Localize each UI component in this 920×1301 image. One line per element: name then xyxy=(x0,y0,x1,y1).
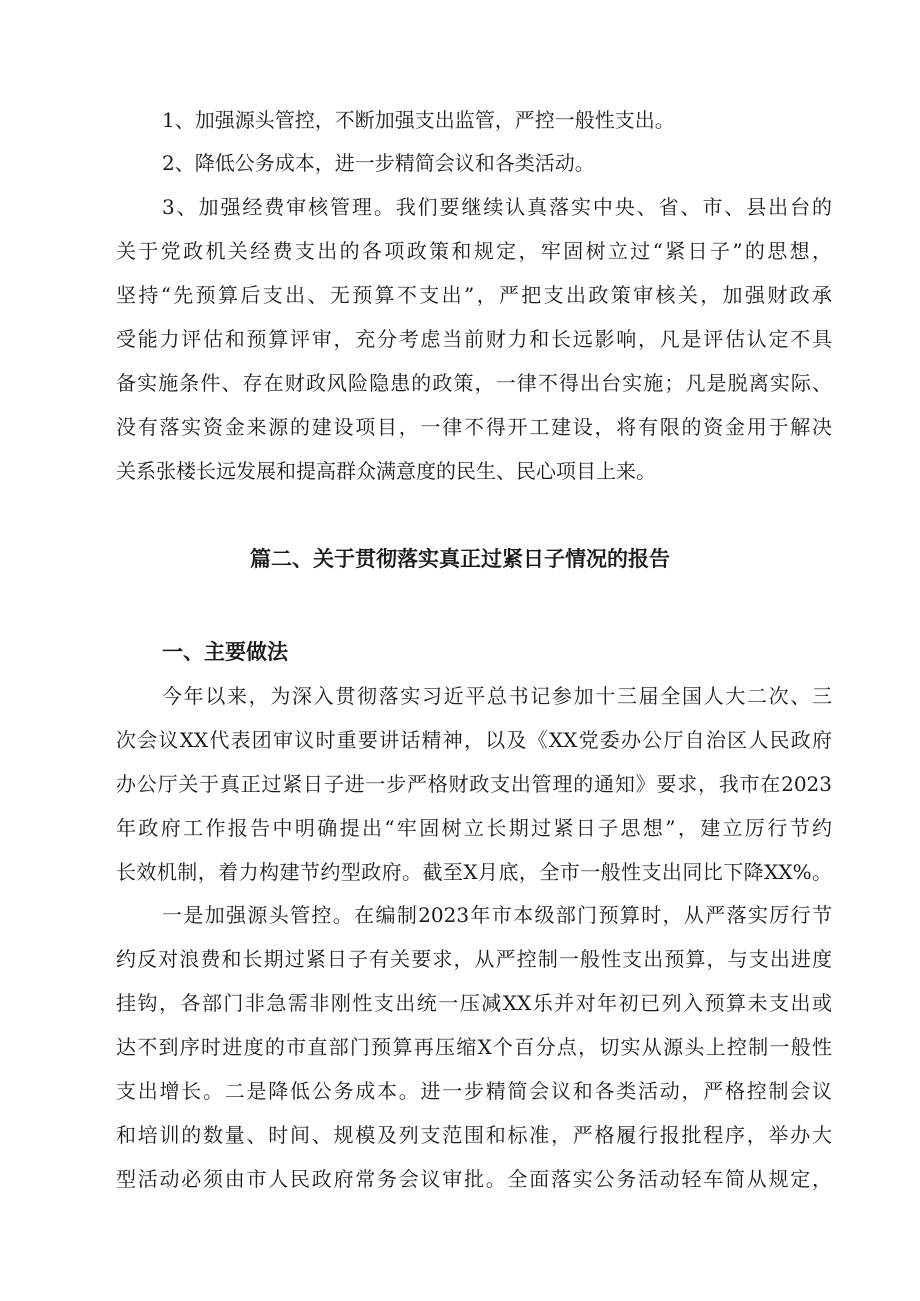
list-item-3: 3、加强经费审核管理。我们要继续认真落实中央、省、市、县出台的 xyxy=(162,195,832,219)
paragraph-line: 次会议XX代表团审议时重要讲话精神，以及《XX党委办公厅自治区人民政府 xyxy=(116,728,832,752)
paragraph-line: 和培训的数量、时间、规模及列支范围和标准，严格履行报批程序，举办大 xyxy=(116,1123,832,1147)
paragraph-line: 关系张楼长远发展和提高群众满意度的民生、民心项目上来。 xyxy=(116,459,656,483)
paragraph-line: 年政府工作报告中明确提出“牢固树立长期过紧日子思想”，建立厉行节约 xyxy=(116,816,832,840)
paragraph-line: 没有落实资金来源的建设项目，一律不得开工建设，将有限的资金用于解决 xyxy=(116,415,832,439)
paragraph-line: 备实施条件、存在财政风险隐患的政策，一律不得出台实施；凡是脱离实际、 xyxy=(116,371,832,395)
paragraph-line: 受能力评估和预算评审，充分考虑当前财力和长远影响，凡是评估认定不具 xyxy=(116,327,832,351)
paragraph-line: 关于党政机关经费支出的各项政策和规定，牢固树立过“紧日子”的思想， xyxy=(116,239,832,263)
paragraph-line: 挂钩，各部门非急需非刚性支出统一压减XX乐并对年初已列入预算未支出或 xyxy=(116,991,832,1015)
list-item-1: 1、加强源头管控，不断加强支出监管，严控一般性支出。 xyxy=(162,108,675,132)
article-title: 篇二、关于贯彻落实真正过紧日子情况的报告 xyxy=(250,547,670,571)
list-item-2: 2、降低公务成本，进一步精简会议和各类活动。 xyxy=(162,151,595,175)
paragraph-line: 约反对浪费和长期过紧日子有关要求，从严控制一般性支出预算，与支出进度 xyxy=(116,947,832,971)
paragraph-line: 达不到序时进度的市直部门预算再压缩X个百分点，切实从源头上控制一般性 xyxy=(116,1035,832,1059)
section-heading: 一、主要做法 xyxy=(162,640,288,664)
paragraph-line: 长效机制，着力构建节约型政府。截至X月底，全市一般性支出同比下降XX%。 xyxy=(116,860,832,884)
paragraph-line: 办公厅关于真正过紧日子进一步严格财政支出管理的通知》要求，我市在2023 xyxy=(116,772,832,796)
paragraph-line: 一是加强源头管控。在编制2023年市本级部门预算时，从严落实厉行节 xyxy=(162,903,832,927)
paragraph-line: 坚持“先预算后支出、无预算不支出”，严把支出政策审核关，加强财政承 xyxy=(116,283,832,307)
paragraph-line: 型活动必须由市人民政府常务会议审批。全面落实公务活动轻车简从规定， xyxy=(116,1167,832,1191)
paragraph-line: 支出增长。二是降低公务成本。进一步精简会议和各类活动，严格控制会议 xyxy=(116,1079,832,1103)
paragraph-line: 今年以来，为深入贯彻落实习近平总书记参加十三届全国人大二次、三 xyxy=(162,684,832,708)
